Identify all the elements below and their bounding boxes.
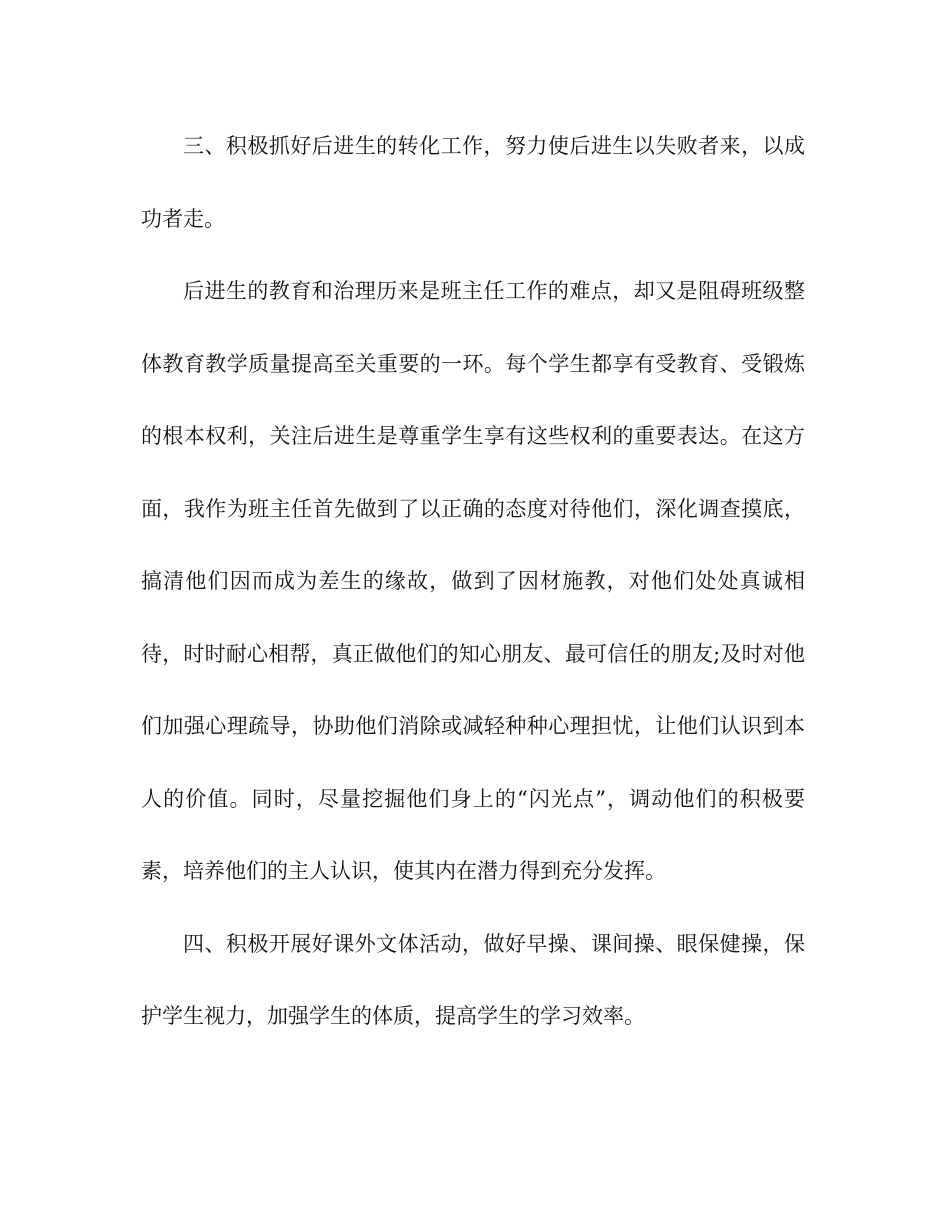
- paragraph-section-three: 三、积极抓好后进生的转化工作，努力使后进生以失败者来，以成功者走。: [141, 134, 805, 231]
- paragraph-underachievers: 后进生的教育和治理历来是班主任工作的难点，却又是阻碍班级整体教育教学质量提高至关重要的一环。每个学生都享有受教育、受锻炼的根本权利，关注后进生是尊重学生享有这些权利的重要表达。在这方面，我作为班主任首先做到了以正确的态度对待他们，深化调查摸底，搞清他们因而成为差生的缘故，做到了因材施教，对他们处处真诚相待，时时耐心相帮，真正做他们的知心朋友、最可信任的朋友;及时对他们加强心理疏导，协助他们消除或减轻种种心理担忧，让他们认识到本人的价值。同时，尽量挖掘他们身上的“闪光点”，调动他们的积极要素，培养他们的主人认识，使其内在潜力得到充分发挥。: [141, 279, 805, 883]
- document-body: [141, 110, 805, 1053]
- paragraph-section-four: 四、积极开展好课外文体活动，做好早操、课间操、眼保健操，保护学生视力，加强学生的体质，提高学生的学习效率。: [141, 931, 805, 1028]
